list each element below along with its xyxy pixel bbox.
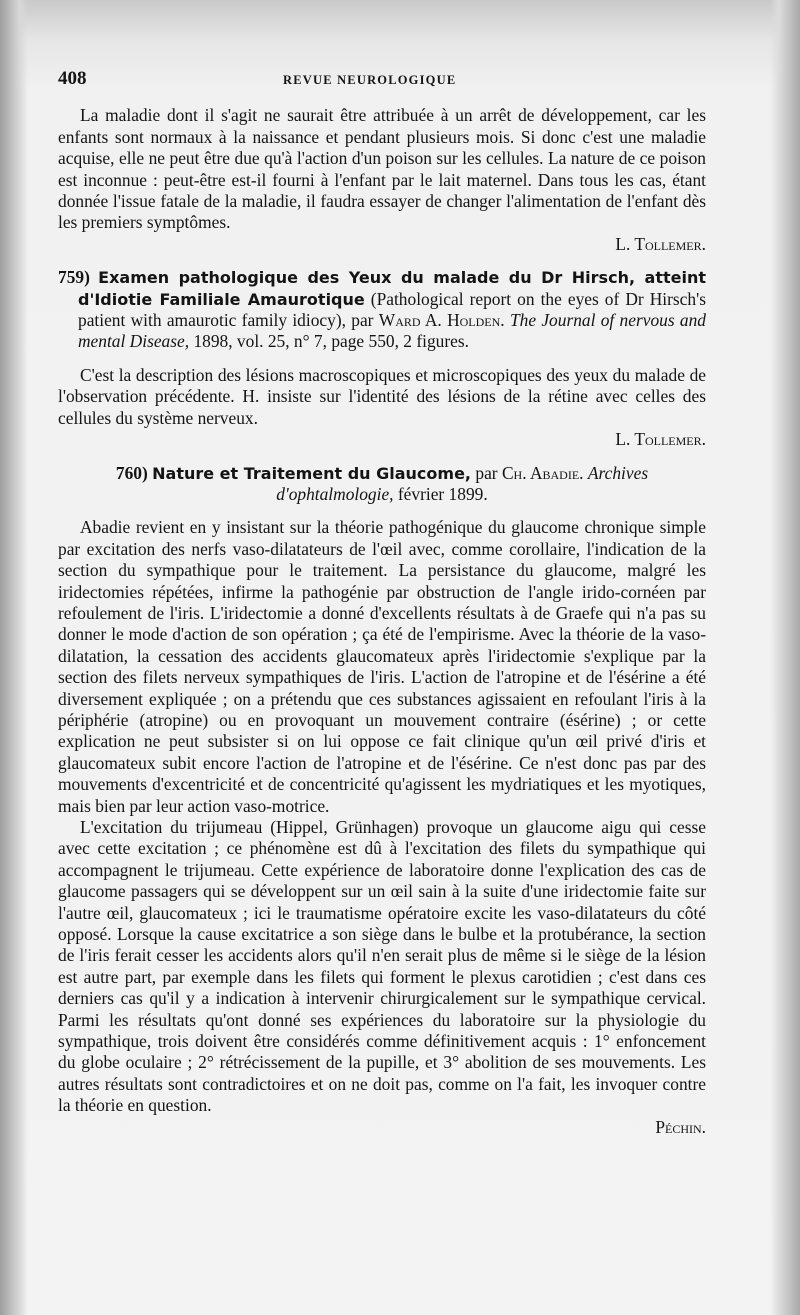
entry-759-paragraph — [58, 365, 706, 451]
entry-760-date: février 1899. — [397, 483, 488, 504]
entry-760-signature: Péchin. — [655, 1116, 706, 1137]
spacer — [58, 505, 706, 517]
entry-760-author: Ch. Abadie. — [501, 462, 584, 483]
entry-759-number: 759) — [58, 267, 90, 288]
intro-paragraph — [58, 105, 706, 255]
intro-signature: L. Tollemer. — [615, 233, 706, 254]
entry-759-body: C'est la description des lésions macroscopiques et microscopiques des yeux du malade de l'observation précédente. H. insiste sur l'identité des lésions de la rétine avec celles des cellules du système nerveux. — [58, 364, 706, 428]
journal-title: REVUE NEUROLOGIQUE — [283, 73, 457, 87]
entry-760-heading — [58, 463, 706, 506]
entry-759-subtitle: (Pathological report on the eyes of Dr Hirsch's patient with amaurotic family idiocy), par — [78, 288, 706, 331]
intro-text: La maladie dont il s'agit ne saurait être attribuée à un arrêt de développement, car les enfants sont normaux à la naissance et pendant plusieurs mois. Si donc c'est une maladie acquise, elle ne peut être due qu'à l'action d'un poison sur les cellules. La nature de ce poison est inconnue : peut-être est-il fourni à l'enfant par le lait maternel. Dans tous les cas, étant donnée l'issue fatale de la maladie, il faudra essayer de changer l'alimentation de l'enfant dès les premiers symptômes. — [58, 105, 706, 233]
running-head — [58, 68, 706, 91]
entry-760-body-2: L'excitation du trijumeau (Hippel, Grünhagen) provoque un glaucome aigu qui cesse avec cette excitation ; ce phénomène est dû à l'excitation des filets du sympathique qui accompagnent le trijumeau. Cette expérience de laboratoire donne l'explication des cas de glaucome passagers qui se développent sur un œil sain à la suite d'une iridectomie faite sur l'autre œil, glaucomateux ; ici le traumatisme opératoire excite les vaso-dilatateurs du côté opposé. Lorsque la cause excitatrice a son siège dans le bulbe et la protubérance, la section de l'iris ferait cesser les accidents alors qu'il n'en serait plus de même si le siège de la lésion est autre part, par exemple dans les filets qui forment le plexus carotidien ; c'est dans ces derniers cas qu'il y a indication à intervenir chirurgicalement sur le sympathique cervical. Parmi les résultats qu'ont donné ses expériences du laboratoire sur la physiologie du sympathique, trois doivent être considérés comme définitivement acquis : 1° enfoncement du globe oculaire ; 2° rétrécissement de la pupille, et 3° abolition de ses mouvements. Les autres résultats sont contradictoires et on ne doit pas, comme on l'a fait, les invoquer contre la théorie en question. — [58, 817, 706, 1116]
entry-759-reference: 1898, vol. 25, n° 7, page 550, 2 figures. — [193, 331, 469, 352]
entry-759-signature: L. Tollemer. — [615, 429, 706, 450]
entry-760-by: par — [475, 462, 498, 483]
entry-759-heading — [58, 267, 706, 353]
page-number: 408 — [58, 68, 87, 89]
entry-760-journal: Archives d'ophtalmologie, — [276, 462, 649, 504]
entry-760-number: 760) — [115, 462, 148, 483]
entry-759-author: Ward A. Holden. — [378, 310, 505, 331]
entry-759-title: Examen pathologique des Yeux du malade du Dr Hirsch, atteint d'Idiotie Familiale Amaurotique — [78, 268, 706, 309]
entry-760-paragraph-2 — [58, 817, 706, 1138]
spacer — [58, 353, 706, 365]
entry-760-paragraph-1: Abadie revient en y insistant sur la théorie pathogénique du glaucome chronique simple par excitation des nerfs vaso-dilatateurs de l'œil avec, comme corollaire, l'indication de la section du sympathique pour le traitement. La persistance du glaucome, malgré les iridectomies répétées, infirme la pathogénie par obstruction de l'angle irido-cornéen par refoulement de l'iris. L'iridectomie a donné d'excellents résultats à de Graefe qui n'a pas su donner le mode d'action de son opération ; ça été de l'empirisme. Avec la théorie de la vaso-dilatation, la cessation des accidents glaucomateux après l'iridectomie s'explique par la section des filets nerveux sympathiques de l'iris. L'action de l'atropine et de l'ésérine a été diversement expliquée ; on a prétendu que ces substances agissaient en refoulant l'iris à la périphérie (atropine) ou en provoquant un mouvement contraire (ésérine) ; or cette explication ne peut subsister si on lui oppose ce fait clinique qu'un œil privé d'iris et glaucomateux subit encore l'action de l'atropine et de l'ésérine. Ce n'est donc pas par des mouvements d'excentricité et de concentricité qu'agissent les mydriatiques et les myotiques, mais bien par leur action vaso-motrice. — [58, 517, 706, 816]
text-column — [58, 68, 706, 1138]
entry-760-title: Nature et Traitement du Glaucome, — [152, 463, 472, 483]
entry-759-journal: The Journal of nervous and mental Disease, — [78, 310, 706, 352]
